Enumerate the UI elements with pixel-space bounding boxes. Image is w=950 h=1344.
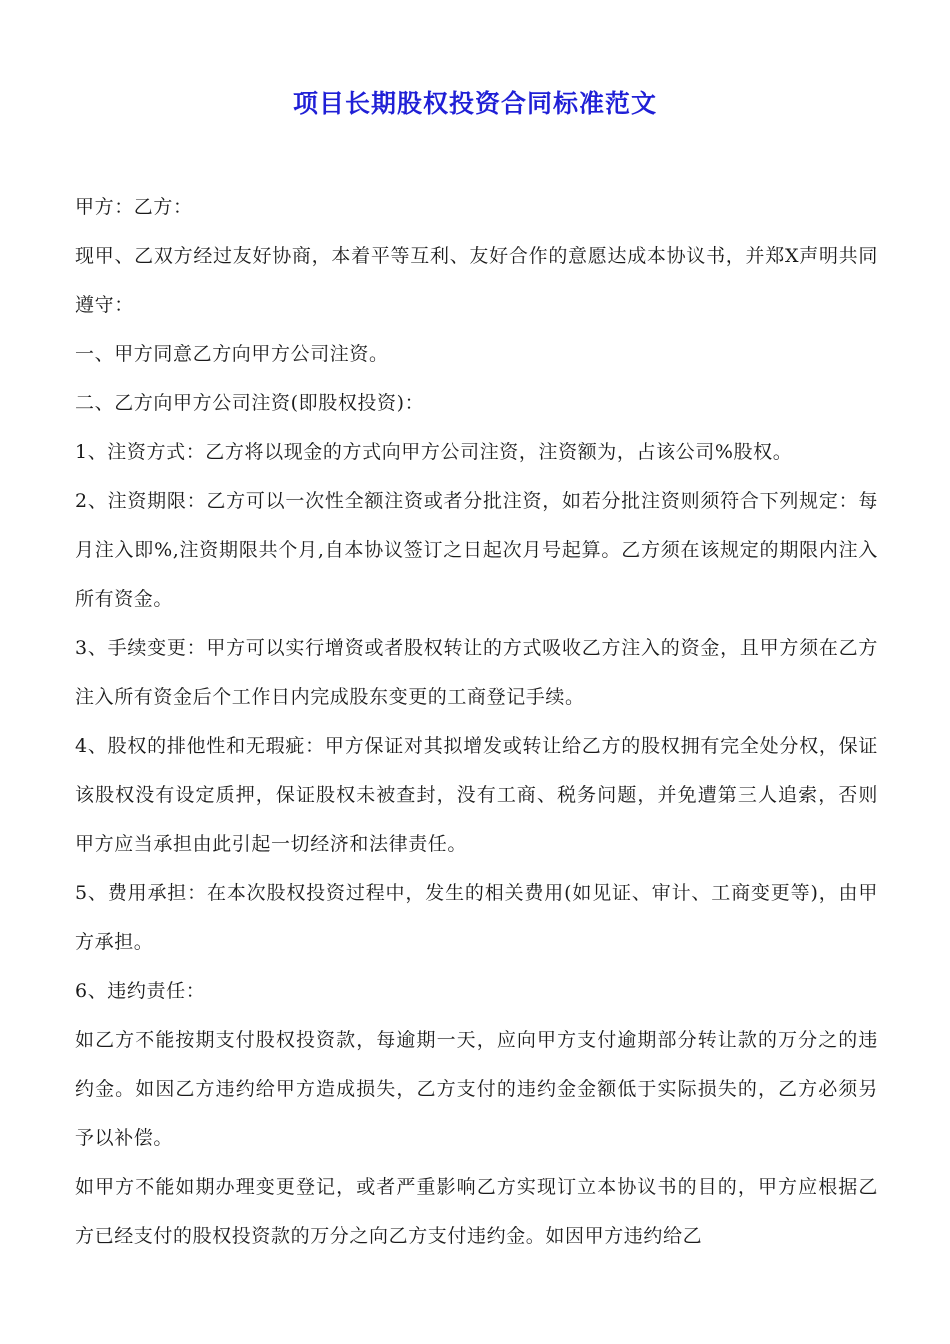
breach-party-a-paragraph: 如甲方不能如期办理变更登记，或者严重影响乙方实现订立本协议书的目的，甲方应根据乙方已经支付的股权投资款的万分之向乙方支付违约金。如因甲方违约给乙 — [75, 1176, 878, 1247]
document-title: 项目长期股权投资合同标准范文 — [292, 89, 657, 118]
clause-2-item-5: 5、费用承担：在本次股权投资过程中，发生的相关费用(如见证、审计、工商变更等)，由甲方承担。 — [75, 882, 878, 953]
clause-2-item-3: 3、手续变更：甲方可以实行增资或者股权转让的方式吸收乙方注入的资金，且甲方须在乙方注入所有资金后个工作日内完成股东变更的工商登记手续。 — [75, 637, 878, 708]
clause-1: 一、甲方同意乙方向甲方公司注资。 — [75, 343, 389, 365]
preamble-paragraph: 现甲、乙双方经过友好协商，本着平等互利、友好合作的意愿达成本协议书，并郑X声明共同遵守： — [75, 245, 878, 316]
clause-2-item-1: 1、注资方式：乙方将以现金的方式向甲方公司注资，注资额为，占该公司%股权。 — [75, 441, 793, 463]
clause-2: 二、乙方向甲方公司注资(即股权投资)： — [75, 392, 425, 414]
clause-2-item-4: 4、股权的排他性和无瑕疵：甲方保证对其拟增发或转让给乙方的股权拥有完全处分权，保证该股权没有设定质押，保证股权未被查封，没有工商、税务问题，并免遭第三人追索，否则甲方应当承担由此引起一切经济和法律责任。 — [75, 735, 878, 855]
breach-party-b-paragraph: 如乙方不能按期支付股权投资款，每逾期一天，应向甲方支付逾期部分转让款的万分之的违约金。如因乙方违约给甲方造成损失，乙方支付的违约金金额低于实际损失的，乙方必须另予以补偿。 — [75, 1029, 878, 1149]
clause-2-item-2: 2、注资期限：乙方可以一次性全额注资或者分批注资，如若分批注资则须符合下列规定：每月注入即%,注资期限共个月,自本协议签订之日起次月号起算。乙方须在该规定的期限内注入所有资金。 — [75, 490, 878, 610]
party-line: 甲方：乙方： — [75, 196, 193, 218]
clause-2-item-6: 6、违约责任： — [75, 980, 206, 1002]
document-body — [75, 183, 878, 1261]
